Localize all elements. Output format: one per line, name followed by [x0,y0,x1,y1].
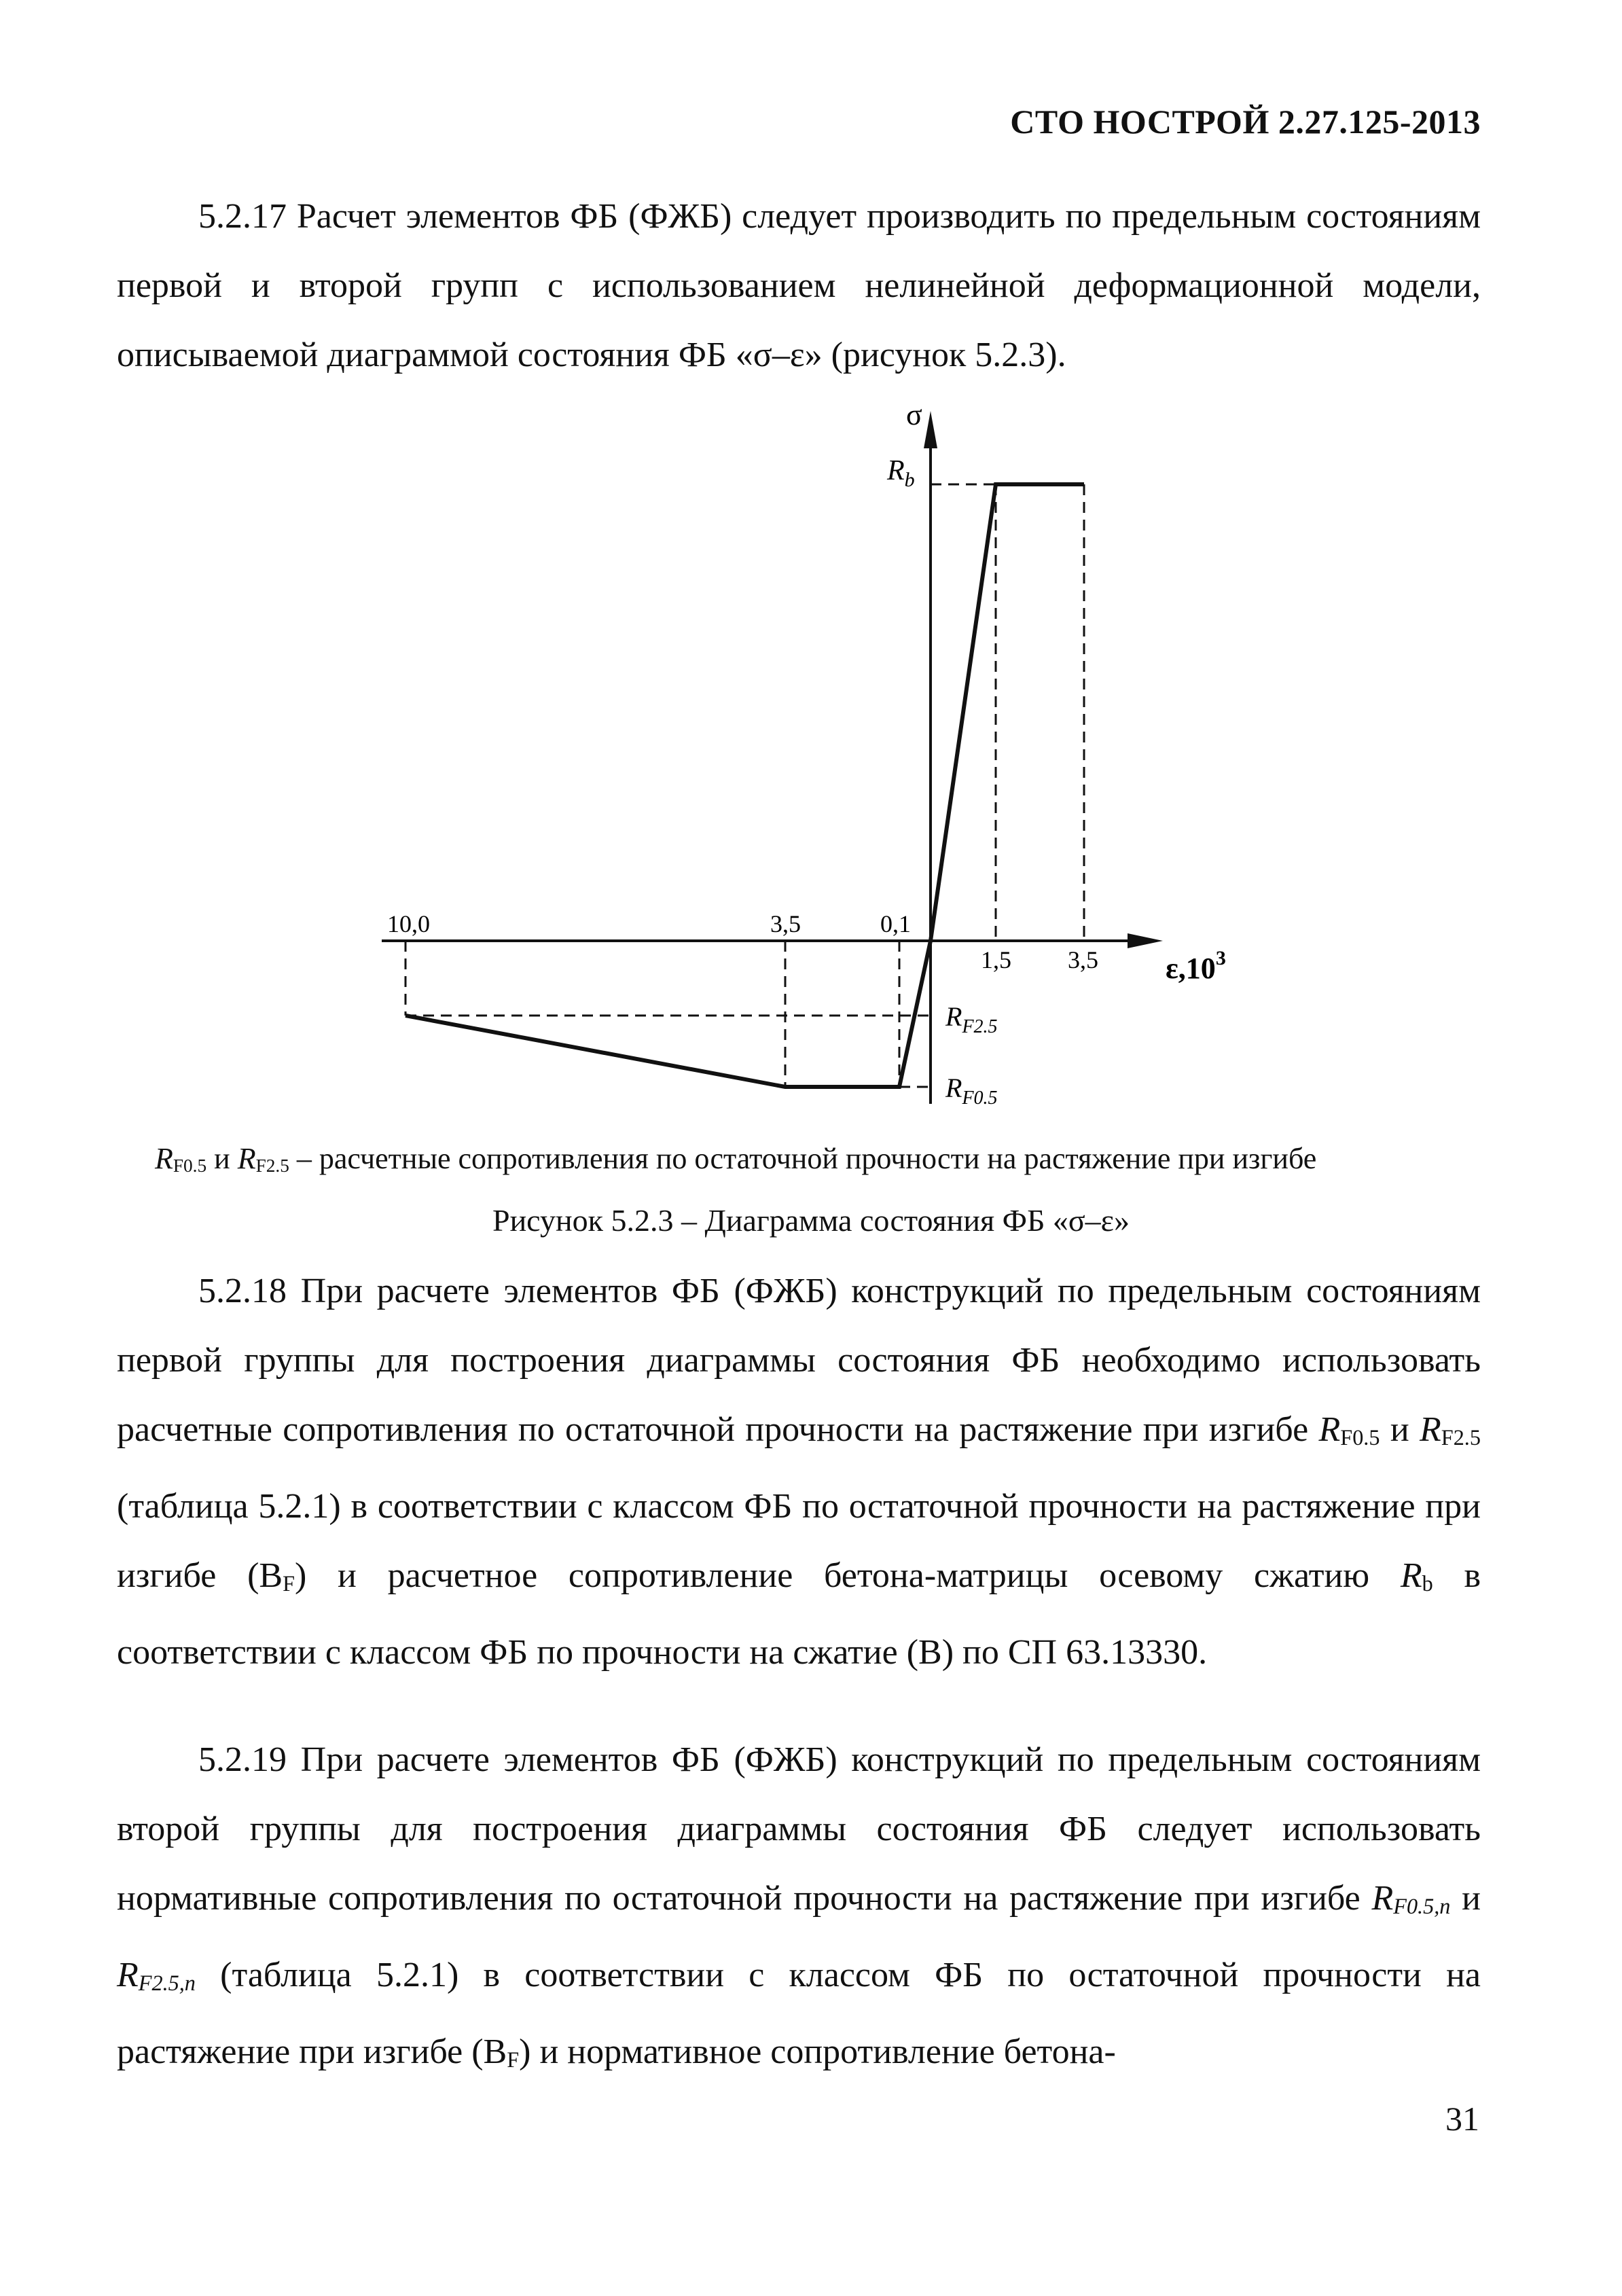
legend-rf05-sub: F0.5 [173,1155,207,1176]
p5218-and: и [1380,1410,1420,1449]
p5218-bf-sub: F [283,1571,295,1596]
p5218-text-4: в соответствии с классом ФБ по прочности на сжатие (В) по СП 63.13330. [117,1556,1481,1672]
tick-label-pos-3-5: 3,5 [1068,946,1098,973]
page-number: 31 [1445,2100,1479,2138]
tick-label-pos-1-5: 1,5 [981,946,1011,973]
p5218-rf25-symbol: R [1420,1410,1441,1449]
p5218-rf05-symbol: R [1318,1410,1341,1449]
p5219-bf-sub: F [507,2047,520,2072]
legend-rf25-symbol: R [237,1142,256,1175]
sigma-axis-label: σ [906,398,922,431]
p5218-rf25-sub: F2.5 [1441,1424,1481,1450]
tick-label-neg-3-5: 3,5 [770,910,801,937]
p5219-rf05n-sub: F0.5,n [1393,1893,1451,1918]
p5219-rf05n-symbol: R [1371,1879,1394,1918]
rf25-label: $R_{F2.5}$ [945,1001,998,1037]
p5219-rf25n-symbol: R [117,1955,139,1994]
document-code-header: СТО НОСТРОЙ 2.27.125-2013 [1010,103,1481,141]
p5218-text-2: (таблица 5.2.1) в соответствии с классом ФБ по остаточной прочности на растяжение при изгибе (В [117,1486,1481,1595]
x-axis-arrow [1128,933,1163,948]
sigma-epsilon-curve [406,484,1084,1087]
p5219-text-1: 5.2.19 При расчете элементов ФБ (ФЖБ) конструкций по предельным состояниям второй группы для построения диаграммы состояния ФБ следует использовать нормативные сопротивления по остаточной прочности на растяжение при изгибе [117,1740,1481,1918]
legend-rf25-sub: F2.5 [255,1155,289,1176]
legend-rf05-symbol: R [155,1142,173,1175]
tick-label-neg-0-1: 0,1 [880,910,911,937]
p5218-rf05-sub: F0.5 [1340,1424,1380,1450]
y-axis-arrow [924,411,937,448]
legend-text: – расчетные сопротивления по остаточной прочности на растяжение при изгибе [289,1142,1317,1175]
p5219-text-3: ) и нормативное сопротивление бетона- [519,2032,1116,2071]
figure-caption: Рисунок 5.2.3 – Диаграмма состояния ФБ «σ–ε» [492,1203,1130,1238]
p5218-rb-sub: b [1422,1571,1433,1596]
rf05-label: $R_{F0.5}$ [945,1073,998,1109]
p5219-and: и [1450,1879,1481,1918]
rb-label: $R_b$ [887,455,915,491]
p5218-rb-symbol: R [1400,1556,1422,1595]
x-axis-label: $\varepsilon,10^3$ [1166,947,1226,985]
legend-and: и [206,1142,238,1175]
figure-legend [155,1141,1479,1177]
p5219-rf25n-sub: F2.5,n [138,1970,196,1995]
p5219-text-2: (таблица 5.2.1) в соответствии с классом ФБ по остаточной прочности на растяжение при изгибе (В [117,1955,1481,2071]
paragraph-5-2-19 [117,1725,1481,2094]
tick-label-neg-10-0: 10,0 [387,910,430,937]
p5218-text-1: 5.2.18 При расчете элементов ФБ (ФЖБ) конструкций по предельным состояниям первой группы для построения диаграммы состояния ФБ необходимо использовать расчетные сопротивления по остаточной прочности на растяжение при изгибе [117,1272,1481,1449]
paragraph-5-2-17: 5.2.17 Расчет элементов ФБ (ФЖБ) следует производить по предельным состояниям первой и второй групп с использованием нелинейной деформационной модели, описываемой диаграммой состояния ФБ «σ–ε» (рисунок 5.2.3). [117,197,1481,374]
p5218-text-3: ) и расчетное сопротивление бетона-матрицы осевому сжатию [295,1556,1401,1595]
paragraph-5-2-18 [117,1257,1481,1687]
